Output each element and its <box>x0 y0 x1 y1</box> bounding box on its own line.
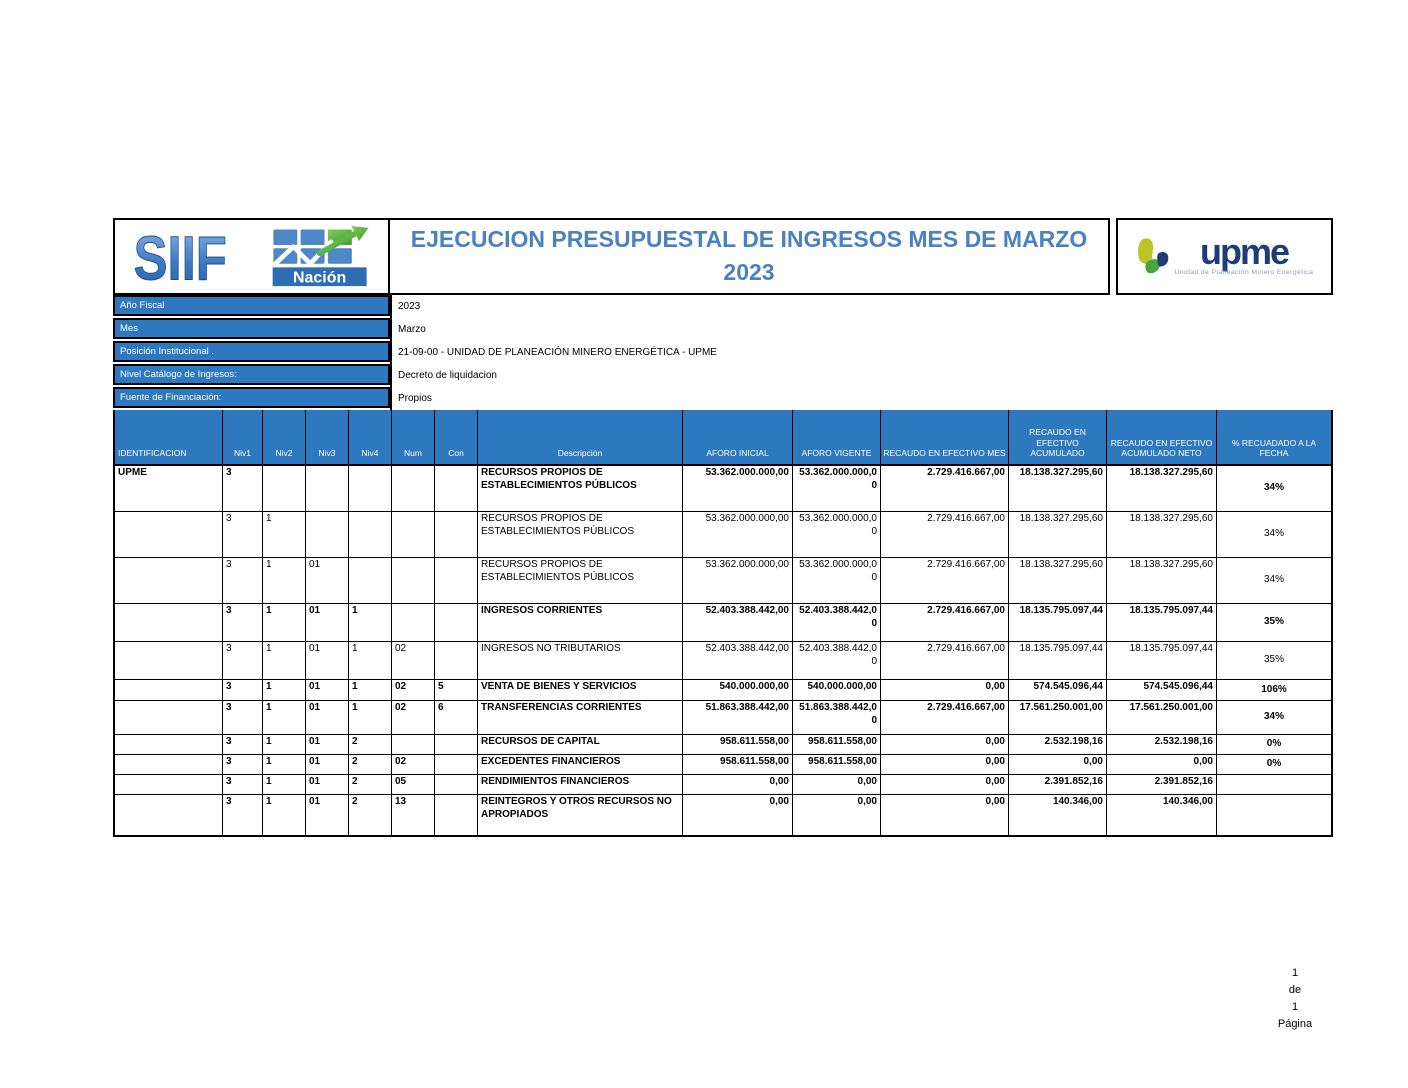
page-of-word: de <box>1288 984 1302 996</box>
cell-recaudo-mes: 0,00 <box>881 735 1009 754</box>
cell-aforo-inicial: 0,00 <box>683 795 793 835</box>
info-field-value: 2023 <box>390 295 1333 318</box>
column-header-recaudo-efectivo-acumulado-neto: RECAUDO EN EFECTIVO ACUMULADO NETO <box>1107 410 1217 464</box>
cell-niv3: 01 <box>306 701 349 734</box>
cell-recaudo-acumulado: 18.138.327.295,60 <box>1009 558 1107 603</box>
cell-niv1: 3 <box>223 604 263 641</box>
column-header-identificacion: IDENTIFICACION <box>115 410 223 464</box>
cell-pct: 106% <box>1261 683 1287 695</box>
info-field-value: Propios <box>390 387 1333 410</box>
cell-recaudo-mes: 2.729.416.667,00 <box>881 466 1009 511</box>
cell-id <box>115 775 223 794</box>
cell-desc: REINTEGROS Y OTROS RECURSOS NO APROPIADOS <box>478 795 683 835</box>
cell-aforo-vigente: 52.403.388.442,00 <box>793 604 881 641</box>
cell-id <box>115 755 223 774</box>
cell-recaudo-neto: 18.138.327.295,60 <box>1107 466 1217 511</box>
cell-niv1: 3 <box>223 795 263 835</box>
svg-text:SIIF: SIIF <box>133 225 227 288</box>
cell-aforo-vigente: 52.403.388.442,00 <box>793 642 881 679</box>
cell-aforo-vigente: 958.611.558,00 <box>793 755 881 774</box>
cell-niv2: 1 <box>263 642 306 679</box>
info-row <box>113 295 1333 318</box>
info-row <box>113 364 1333 387</box>
cell-pct: 34% <box>1263 711 1284 723</box>
cell-aforo-inicial: 0,00 <box>683 775 793 794</box>
cell-recaudo-neto: 18.135.795.097,44 <box>1107 604 1217 641</box>
cell-num: 13 <box>392 795 435 835</box>
cell-pct: 34% <box>1263 528 1284 540</box>
cell-aforo-inicial: 52.403.388.442,00 <box>683 604 793 641</box>
cell-recaudo-acumulado: 140.346,00 <box>1009 795 1107 835</box>
cell-niv2: 1 <box>263 558 306 603</box>
cell-recaudo-acumulado: 18.135.795.097,44 <box>1009 642 1107 679</box>
cell-desc: RENDIMIENTOS FINANCIEROS <box>478 775 683 794</box>
cell-niv1: 3 <box>223 558 263 603</box>
info-field-label: Mes <box>113 318 390 339</box>
cell-recaudo-neto: 2.532.198,16 <box>1107 735 1217 754</box>
cell-desc: RECURSOS PROPIOS DE ESTABLECIMIENTOS PÚBLICOS <box>478 466 683 511</box>
cell-num <box>392 512 435 557</box>
cell-niv2: 1 <box>263 680 306 700</box>
cell-num: 02 <box>392 701 435 734</box>
column-header-aforo-vigente: AFORO VIGENTE <box>793 410 881 464</box>
cell-con <box>435 642 478 679</box>
cell-recaudo-neto: 574.545.096,44 <box>1107 680 1217 700</box>
cell-num: 02 <box>392 755 435 774</box>
cell-recaudo-acumulado: 574.545.096,44 <box>1009 680 1107 700</box>
cell-pct <box>1217 775 1331 794</box>
table-row <box>115 558 1331 604</box>
cell-recaudo-neto: 18.138.327.295,60 <box>1107 558 1217 603</box>
cell-niv3: 01 <box>306 680 349 700</box>
cell-aforo-vigente: 0,00 <box>793 795 881 835</box>
cell-aforo-inicial: 958.611.558,00 <box>683 735 793 754</box>
cell-niv4: 1 <box>349 642 392 679</box>
cell-aforo-vigente: 958.611.558,00 <box>793 735 881 754</box>
cell-aforo-inicial: 53.362.000.000,00 <box>683 558 793 603</box>
cell-recaudo-neto: 2.391.852,16 <box>1107 775 1217 794</box>
report-header-band <box>113 218 1333 295</box>
upme-wordmark: upme <box>1199 230 1288 272</box>
cell-niv4: 2 <box>349 775 392 794</box>
cell-niv4 <box>349 512 392 557</box>
cell-id <box>115 604 223 641</box>
column-header-niv4: Niv4 <box>349 410 392 464</box>
info-field-label: Nivel Catálogo de Ingresos: <box>113 364 390 385</box>
cell-recaudo-acumulado: 17.561.250.001,00 <box>1009 701 1107 734</box>
cell-niv2: 1 <box>263 512 306 557</box>
cell-num: 02 <box>392 680 435 700</box>
cell-desc: TRANSFERENCIAS CORRIENTES <box>478 701 683 734</box>
column-header-aforo-inicial: AFORO INICIAL <box>683 410 793 464</box>
column-header-con: Con <box>435 410 478 464</box>
cell-con <box>435 755 478 774</box>
cell-num <box>392 604 435 641</box>
column-header-recaudo-efectivo-acumulado: RECAUDO EN EFECTIVO ACUMULADO <box>1009 410 1107 464</box>
table-row <box>115 642 1331 680</box>
page-footer <box>1260 965 1330 1033</box>
table-row <box>115 466 1331 512</box>
cell-recaudo-mes: 0,00 <box>881 775 1009 794</box>
table-row <box>115 795 1331 835</box>
cell-niv3: 01 <box>306 604 349 641</box>
cell-aforo-inicial: 53.362.000.000,00 <box>683 512 793 557</box>
info-band <box>113 295 1333 410</box>
cell-desc: RECURSOS PROPIOS DE ESTABLECIMIENTOS PÚBLICOS <box>478 558 683 603</box>
cell-recaudo-mes: 0,00 <box>881 680 1009 700</box>
cell-aforo-vigente: 53.362.000.000,00 <box>793 512 881 557</box>
cell-id <box>115 701 223 734</box>
upme-tagline: Unidad de Planeación Minero Energética <box>1174 269 1314 277</box>
cell-recaudo-mes: 0,00 <box>881 795 1009 835</box>
svg-text:Nación: Nación <box>292 268 346 286</box>
info-field-value: Marzo <box>390 318 1333 341</box>
table-row <box>115 775 1331 795</box>
cell-niv1: 3 <box>223 775 263 794</box>
cell-niv4: 2 <box>349 755 392 774</box>
cell-num <box>392 466 435 511</box>
table-row <box>115 512 1331 558</box>
cell-con <box>435 775 478 794</box>
cell-recaudo-neto: 18.135.795.097,44 <box>1107 642 1217 679</box>
cell-niv3: 01 <box>306 795 349 835</box>
cell-aforo-vigente: 53.362.000.000,00 <box>793 558 881 603</box>
info-row <box>113 387 1333 410</box>
table-row <box>115 701 1331 735</box>
cell-niv3: 01 <box>306 775 349 794</box>
column-header-pct-recaudado: % RECUADADO A LA FECHA <box>1231 437 1317 459</box>
page-number: 1 <box>1291 967 1299 979</box>
cell-recaudo-neto: 18.138.327.295,60 <box>1107 512 1217 557</box>
cell-con <box>435 604 478 641</box>
cell-niv3: 01 <box>306 755 349 774</box>
upme-leaf-icon <box>1136 237 1170 277</box>
cell-niv3 <box>306 512 349 557</box>
cell-niv2: 1 <box>263 604 306 641</box>
cell-niv3: 01 <box>306 735 349 754</box>
cell-pct: 0% <box>1266 758 1282 770</box>
cell-aforo-inicial: 52.403.388.442,00 <box>683 642 793 679</box>
cell-desc: RECURSOS PROPIOS DE ESTABLECIMIENTOS PÚBLICOS <box>478 512 683 557</box>
cell-niv1: 3 <box>223 512 263 557</box>
cell-num <box>392 735 435 754</box>
report-title <box>390 218 1110 295</box>
cell-desc: VENTA DE BIENES Y SERVICIOS <box>478 680 683 700</box>
column-header-niv1: Niv1 <box>223 410 263 464</box>
cell-niv4: 2 <box>349 795 392 835</box>
cell-pct: 34% <box>1263 482 1284 494</box>
table-row <box>115 735 1331 755</box>
cell-niv1: 3 <box>223 755 263 774</box>
info-field-label: Posición Institucional . <box>113 341 390 362</box>
column-header-niv3: Niv3 <box>306 410 349 464</box>
info-field-value: 21-09-00 - UNIDAD DE PLANEACIÓN MINERO ENERGÉTICA - UPME <box>390 341 1333 364</box>
cell-aforo-vigente: 540.000.000,00 <box>793 680 881 700</box>
siif-nacion-logo-graphic <box>132 226 372 288</box>
cell-con <box>435 558 478 603</box>
cell-recaudo-mes: 2.729.416.667,00 <box>881 701 1009 734</box>
cell-recaudo-mes: 2.729.416.667,00 <box>881 512 1009 557</box>
table-row <box>115 680 1331 701</box>
cell-num: 02 <box>392 642 435 679</box>
cell-con <box>435 735 478 754</box>
cell-id <box>115 558 223 603</box>
info-row <box>113 318 1333 341</box>
cell-niv4: 1 <box>349 680 392 700</box>
cell-niv4: 2 <box>349 735 392 754</box>
cell-pct: 35% <box>1263 616 1284 628</box>
cell-pct: 35% <box>1263 654 1284 666</box>
cell-niv2: 1 <box>263 735 306 754</box>
cell-recaudo-acumulado: 2.391.852,16 <box>1009 775 1107 794</box>
budget-table <box>113 410 1333 837</box>
cell-niv4 <box>349 466 392 511</box>
cell-aforo-inicial: 958.611.558,00 <box>683 755 793 774</box>
cell-id: UPME <box>115 466 223 511</box>
cell-pct: 34% <box>1263 574 1284 586</box>
cell-con: 5 <box>435 680 478 700</box>
cell-desc: INGRESOS NO TRIBUTARIOS <box>478 642 683 679</box>
cell-recaudo-neto: 17.561.250.001,00 <box>1107 701 1217 734</box>
cell-con <box>435 795 478 835</box>
cell-num: 05 <box>392 775 435 794</box>
cell-niv4: 1 <box>349 701 392 734</box>
column-header-descripcion: Descripción <box>478 410 683 464</box>
cell-recaudo-mes: 2.729.416.667,00 <box>881 642 1009 679</box>
siif-logo <box>113 218 390 295</box>
table-row <box>115 755 1331 775</box>
cell-niv2 <box>263 466 306 511</box>
budget-report <box>113 218 1333 837</box>
cell-recaudo-acumulado: 18.135.795.097,44 <box>1009 604 1107 641</box>
cell-aforo-inicial: 51.863.388.442,00 <box>683 701 793 734</box>
cell-recaudo-mes: 0,00 <box>881 755 1009 774</box>
cell-aforo-vigente: 53.362.000.000,00 <box>793 466 881 511</box>
column-header-niv2: Niv2 <box>263 410 306 464</box>
cell-niv3 <box>306 466 349 511</box>
column-header-recaudo-efectivo-mes: RECAUDO EN EFECTIVO MES <box>881 410 1009 464</box>
info-field-value: Decreto de liquidacion <box>390 364 1333 387</box>
cell-desc: RECURSOS DE CAPITAL <box>478 735 683 754</box>
cell-niv2: 1 <box>263 795 306 835</box>
cell-niv1: 3 <box>223 735 263 754</box>
cell-recaudo-acumulado: 18.138.327.295,60 <box>1009 512 1107 557</box>
cell-aforo-inicial: 540.000.000,00 <box>683 680 793 700</box>
table-body <box>115 466 1331 835</box>
cell-recaudo-acumulado: 18.138.327.295,60 <box>1009 466 1107 511</box>
cell-recaudo-mes: 2.729.416.667,00 <box>881 558 1009 603</box>
cell-recaudo-acumulado: 0,00 <box>1009 755 1107 774</box>
cell-pct <box>1217 795 1331 835</box>
cell-desc: EXCEDENTES FINANCIEROS <box>478 755 683 774</box>
cell-num <box>392 558 435 603</box>
info-row <box>113 341 1333 364</box>
info-field-label: Fuente de Financiación: <box>113 387 390 408</box>
table-row <box>115 604 1331 642</box>
cell-id <box>115 642 223 679</box>
info-field-label: Año Fiscal <box>113 295 390 316</box>
page-label: Página <box>1277 1018 1313 1030</box>
cell-niv2: 1 <box>263 775 306 794</box>
cell-niv2: 1 <box>263 755 306 774</box>
cell-niv2: 1 <box>263 701 306 734</box>
column-header-num: Num <box>392 410 435 464</box>
upme-logo <box>1116 218 1333 295</box>
cell-aforo-inicial: 53.362.000.000,00 <box>683 466 793 511</box>
cell-recaudo-mes: 2.729.416.667,00 <box>881 604 1009 641</box>
cell-niv4: 1 <box>349 604 392 641</box>
cell-pct: 0% <box>1266 738 1282 750</box>
cell-niv1: 3 <box>223 466 263 511</box>
report-title-line1: EJECUCION PRESUPUESTAL DE INGRESOS MES DE MARZO <box>410 226 1088 253</box>
cell-niv1: 3 <box>223 642 263 679</box>
cell-niv4 <box>349 558 392 603</box>
cell-niv1: 3 <box>223 680 263 700</box>
cell-id <box>115 735 223 754</box>
cell-id <box>115 680 223 700</box>
cell-con <box>435 466 478 511</box>
cell-recaudo-neto: 0,00 <box>1107 755 1217 774</box>
cell-desc: INGRESOS CORRIENTES <box>478 604 683 641</box>
report-title-line2: 2023 <box>723 259 775 285</box>
cell-con <box>435 512 478 557</box>
cell-aforo-vigente: 51.863.388.442,00 <box>793 701 881 734</box>
cell-id <box>115 795 223 835</box>
cell-aforo-vigente: 0,00 <box>793 775 881 794</box>
page-total: 1 <box>1291 1001 1299 1013</box>
cell-recaudo-acumulado: 2.532.198,16 <box>1009 735 1107 754</box>
cell-niv3: 01 <box>306 558 349 603</box>
cell-niv1: 3 <box>223 701 263 734</box>
cell-recaudo-neto: 140.346,00 <box>1107 795 1217 835</box>
cell-id <box>115 512 223 557</box>
cell-niv3: 01 <box>306 642 349 679</box>
cell-con: 6 <box>435 701 478 734</box>
table-header-row <box>115 410 1331 466</box>
